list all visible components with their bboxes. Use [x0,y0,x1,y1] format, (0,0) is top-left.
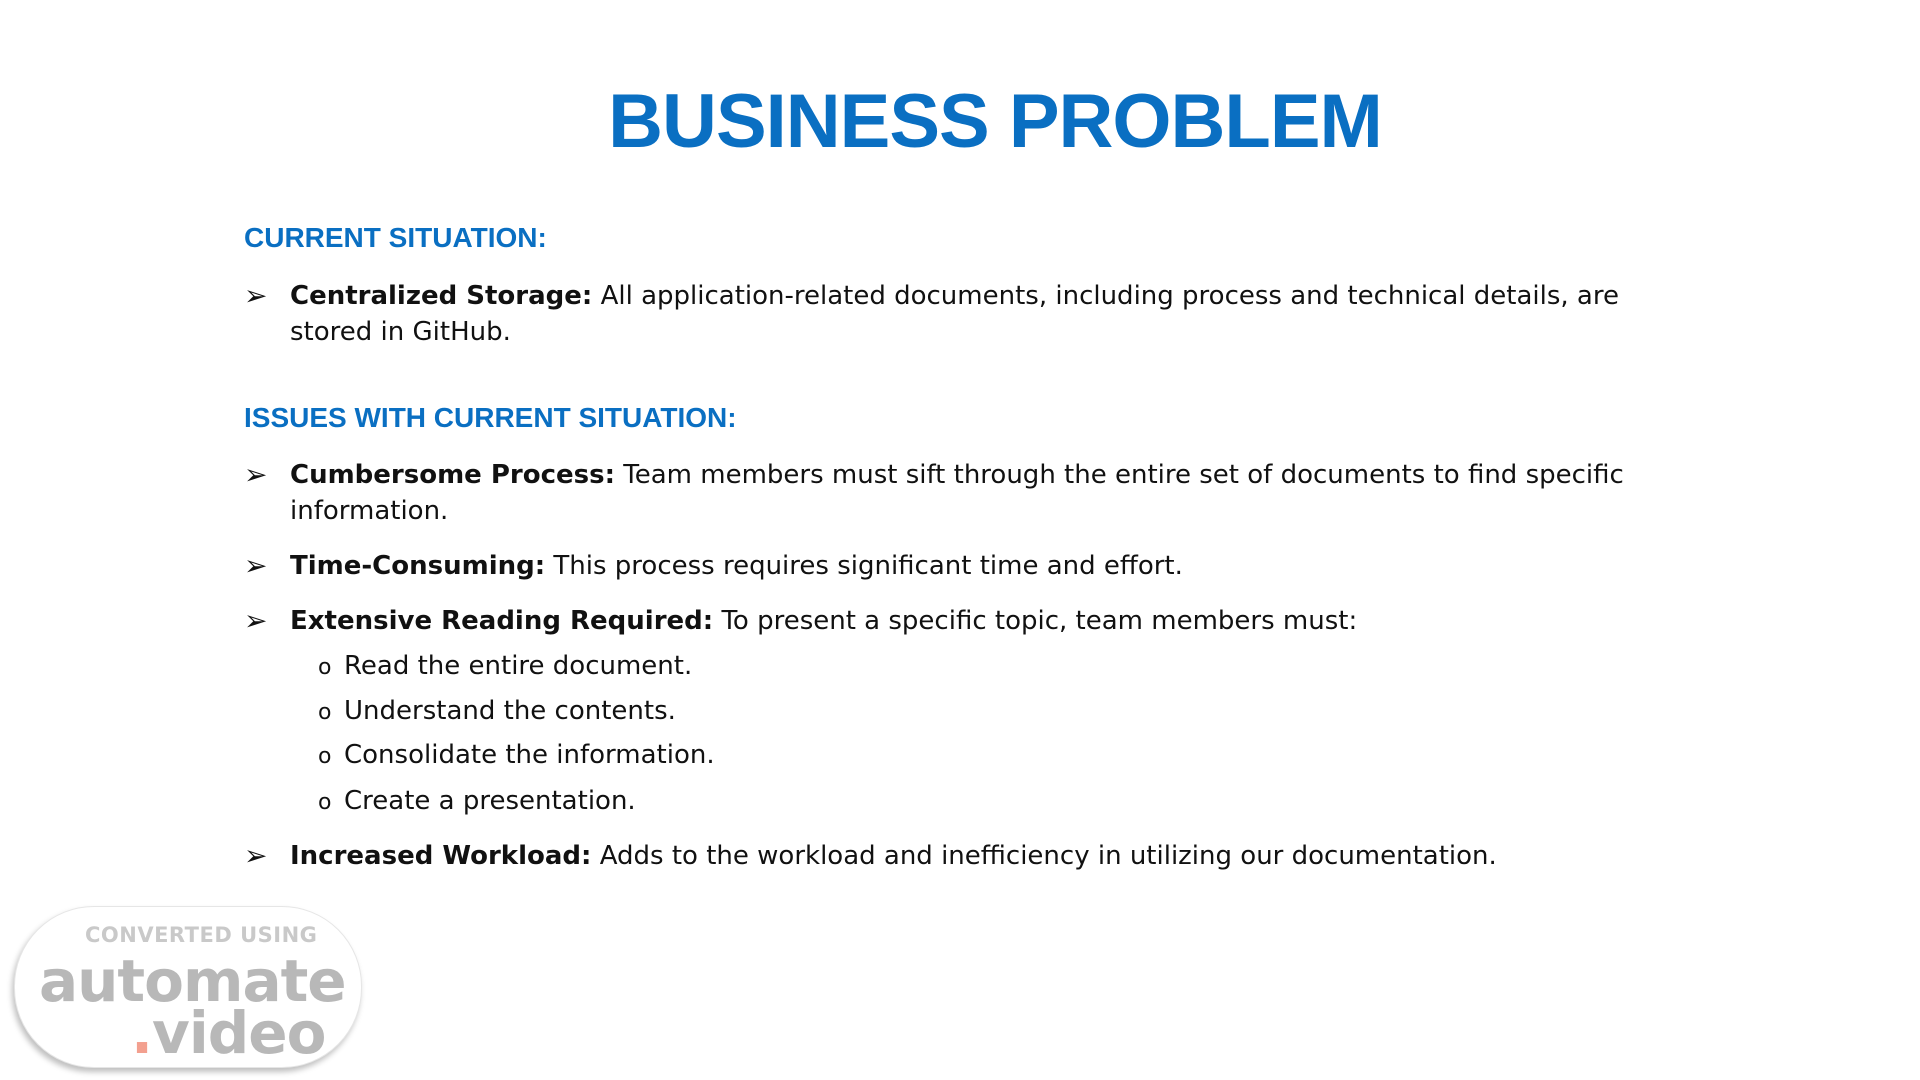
bullet-label: Time-Consuming: [290,551,546,581]
arrow-bullet-icon: ➢ [244,549,268,582]
arrow-bullet-icon: ➢ [244,839,268,872]
bullet-label: Centralized Storage: [290,281,593,311]
sub-bullet-text: Understand the contents. [344,696,676,726]
watermark-wordmark-top: automate [39,947,346,1015]
watermark-wordmark-bottom [131,999,325,1067]
watermark-caption: CONVERTED USING [85,923,318,947]
bullet-body: To present a specific topic, team members must: [713,606,1358,636]
bullet-label: Cumbersome Process: [290,460,615,490]
bullet-body: Adds to the workload and inefficiency in utilizing our documentation. [591,841,1497,871]
circle-bullet-icon: o [318,744,332,769]
issues-heading: ISSUES WITH CURRENT SITUATION: [244,402,737,433]
circle-bullet-icon: o [318,700,332,725]
bullet-body: This process requires significant time and effort. [545,551,1183,581]
sub-bullet-text: Create a presentation. [344,786,636,816]
sub-bullet [318,648,692,686]
bullet-extensive-reading [244,603,1704,639]
bullet-label: Increased Workload: [290,841,592,871]
bullet-text [290,278,1704,350]
sub-bullet [318,783,636,821]
sub-bullet-text: Read the entire document. [344,651,693,681]
bullet-increased-workload [244,838,1704,874]
arrow-bullet-icon: ➢ [244,279,268,312]
circle-bullet-icon: o [318,790,332,815]
watermark-dot: . [131,999,153,1067]
circle-bullet-icon: o [318,655,332,680]
current-situation-heading: CURRENT SITUATION: [244,222,547,253]
arrow-bullet-icon: ➢ [244,458,268,491]
arrow-bullet-icon: ➢ [244,604,268,637]
bullet-body: Team members must sift through the entire set of documents to find specific information. [290,460,1624,526]
bullet-text [290,548,1704,584]
bullet-label: Extensive Reading Required: [290,606,714,636]
bullet-time-consuming [244,548,1704,584]
bullet-centralized-storage [244,278,1704,350]
bullet-text [290,603,1704,639]
page-title: BUSINESS PROBLEM [608,79,1382,164]
sub-bullet [318,693,676,731]
bullet-text [290,838,1704,874]
watermark-video: video [152,999,326,1067]
sub-bullet-text: Consolidate the information. [344,740,715,770]
bullet-cumbersome-process [244,457,1704,529]
bullet-text [290,457,1704,529]
watermark-logo [14,906,362,1068]
bullet-body: All application-related documents, including process and technical details, are stored in GitHub. [290,281,1619,347]
sub-bullet [318,737,715,775]
